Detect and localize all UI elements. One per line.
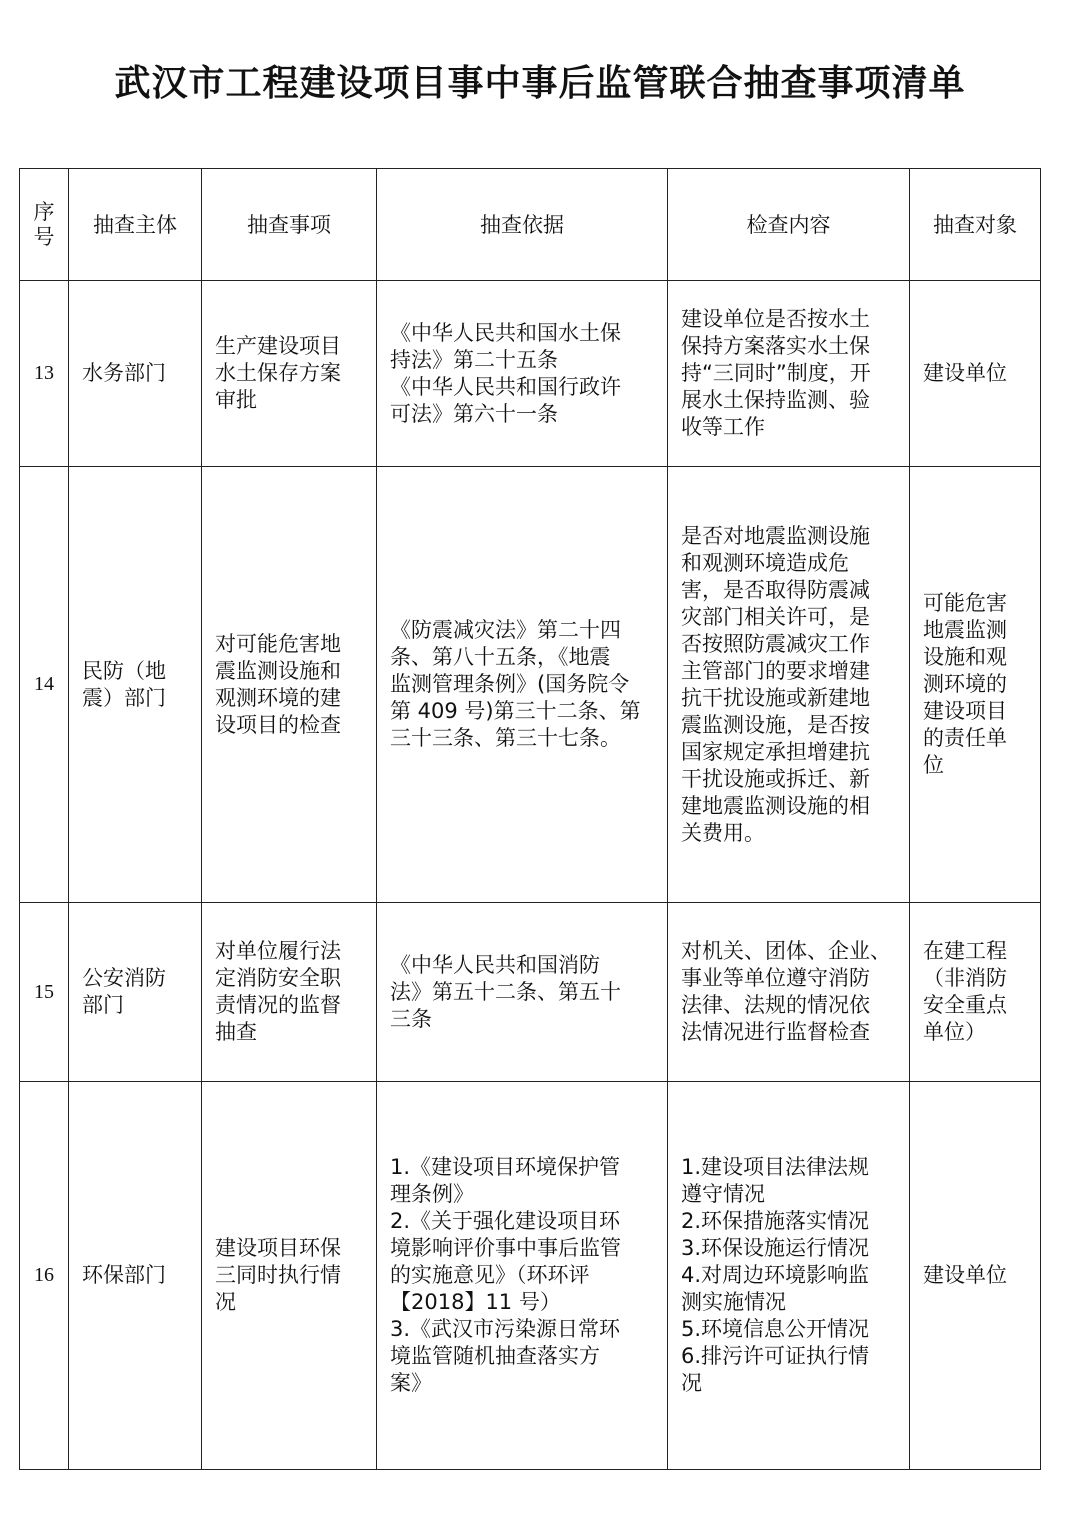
row-content: [668, 467, 910, 903]
header-basis: 抽查依据: [377, 169, 668, 281]
table-row: [20, 467, 1041, 903]
row-subject-text: 公安消防 部门: [82, 966, 166, 1017]
row-seq: 15: [20, 903, 69, 1082]
row-target: [910, 903, 1041, 1082]
row-matter-text: 对可能危害地 震监测设施和 观测环境的建 设项目的检查: [215, 631, 341, 737]
row-basis-text: 《中华人民共和国水土保 持法》第二十五条 《中华人民共和国行政许 可法》第六十一条: [390, 320, 621, 426]
row-matter-text: 生产建设项目 水土保存方案 审批: [215, 334, 341, 412]
row-subject-text: 环保部门: [82, 1263, 166, 1287]
row-content: [668, 903, 910, 1082]
header-target: 抽查对象: [910, 169, 1041, 281]
row-matter: [202, 281, 377, 467]
header-seq: [20, 169, 69, 281]
row-seq: 13: [20, 281, 69, 467]
table-row: [20, 903, 1041, 1082]
row-target-text: 建设单位: [923, 361, 1007, 385]
row-seq: 16: [20, 1082, 69, 1470]
row-matter: [202, 1082, 377, 1470]
header-matter: 抽查事项: [202, 169, 377, 281]
row-target-text: 建设单位: [923, 1263, 1007, 1287]
page-title: 武汉市工程建设项目事中事后监管联合抽查事项清单: [114, 63, 966, 104]
row-content-text: 是否对地震监测设施 和观测环境造成危 害，是否取得防震减 灾部门相关许可，是 否按照防震减灾工作 主管部门的要求增建 抗干扰设施或新建地 震监测设施，是否按 国家规定承担增建抗 干扰设施或拆迁、新 建地震监测设施的相 关费用。: [681, 523, 870, 845]
row-content: [668, 1082, 910, 1470]
row-subject: [69, 281, 202, 467]
row-basis: [377, 903, 668, 1082]
row-basis: [377, 467, 668, 903]
header-subject: 抽查主体: [69, 169, 202, 281]
table-row: [20, 281, 1041, 467]
row-basis-text: 《防震减灾法》第二十四 条、第八十五条，《地震 监测管理条例》(国务院令 第 409 号)第三十二条、第 三十三条、第三十七条。: [390, 618, 641, 750]
row-subject: [69, 903, 202, 1082]
row-subject-text: 水务部门: [82, 361, 166, 385]
row-basis: [377, 281, 668, 467]
row-content-text: 对机关、团体、企业、 事业等单位遵守消防 法律、法规的情况依 法情况进行监督检查: [681, 939, 891, 1044]
row-subject: [69, 467, 202, 903]
row-matter-text: 建设项目环保 三同时执行情 况: [215, 1236, 341, 1314]
row-content-text: 建设单位是否按水土 保持方案落实水土保 持“三同时”制度，开 展水土保持监测、验 收等工作: [681, 307, 871, 439]
inspection-table: [19, 168, 1041, 1470]
row-matter-text: 对单位履行法 定消防安全职 责情况的监督 抽查: [215, 939, 341, 1044]
row-target: [910, 1082, 1041, 1470]
row-basis-text: 《中华人民共和国消防 法》第五十二条、第五十 三条: [390, 952, 621, 1031]
row-target-text: 可能危害 地震监测 设施和观 测环境的 建设项目 的责任单 位: [923, 591, 1007, 777]
row-content: [668, 281, 910, 467]
row-target: [910, 467, 1041, 903]
row-subject: [69, 1082, 202, 1470]
table-header-row: [20, 169, 1041, 281]
row-matter: [202, 467, 377, 903]
header-seq-line1: 序: [33, 199, 55, 224]
table-row: [20, 1082, 1041, 1470]
row-subject-text: 民防（地 震）部门: [82, 658, 166, 710]
row-basis: [377, 1082, 668, 1470]
row-matter: [202, 903, 377, 1082]
header-content: 检查内容: [668, 169, 910, 281]
row-target-text: 在建工程 （非消防 安全重点 单位）: [923, 939, 1007, 1044]
header-seq-line2: 号: [33, 224, 55, 249]
row-target: [910, 281, 1041, 467]
row-basis-text: 1.《建设项目环境保护管 理条例》 2.《关于强化建设项目环 境影响评价事中事后监管 的实施意见》（环环评 【2018】11 号） 3.《武汉市污染源日常环 境监管随机抽查落实方 案》: [390, 1155, 621, 1395]
row-seq: 14: [20, 467, 69, 903]
row-content-text: 1.建设项目法律法规 遵守情况 2.环保措施落实情况 3.环保设施运行情况 4.对周边环境影响监 测实施情况 5.环境信息公开情况 6.排污许可证执行情 况: [681, 1155, 870, 1395]
